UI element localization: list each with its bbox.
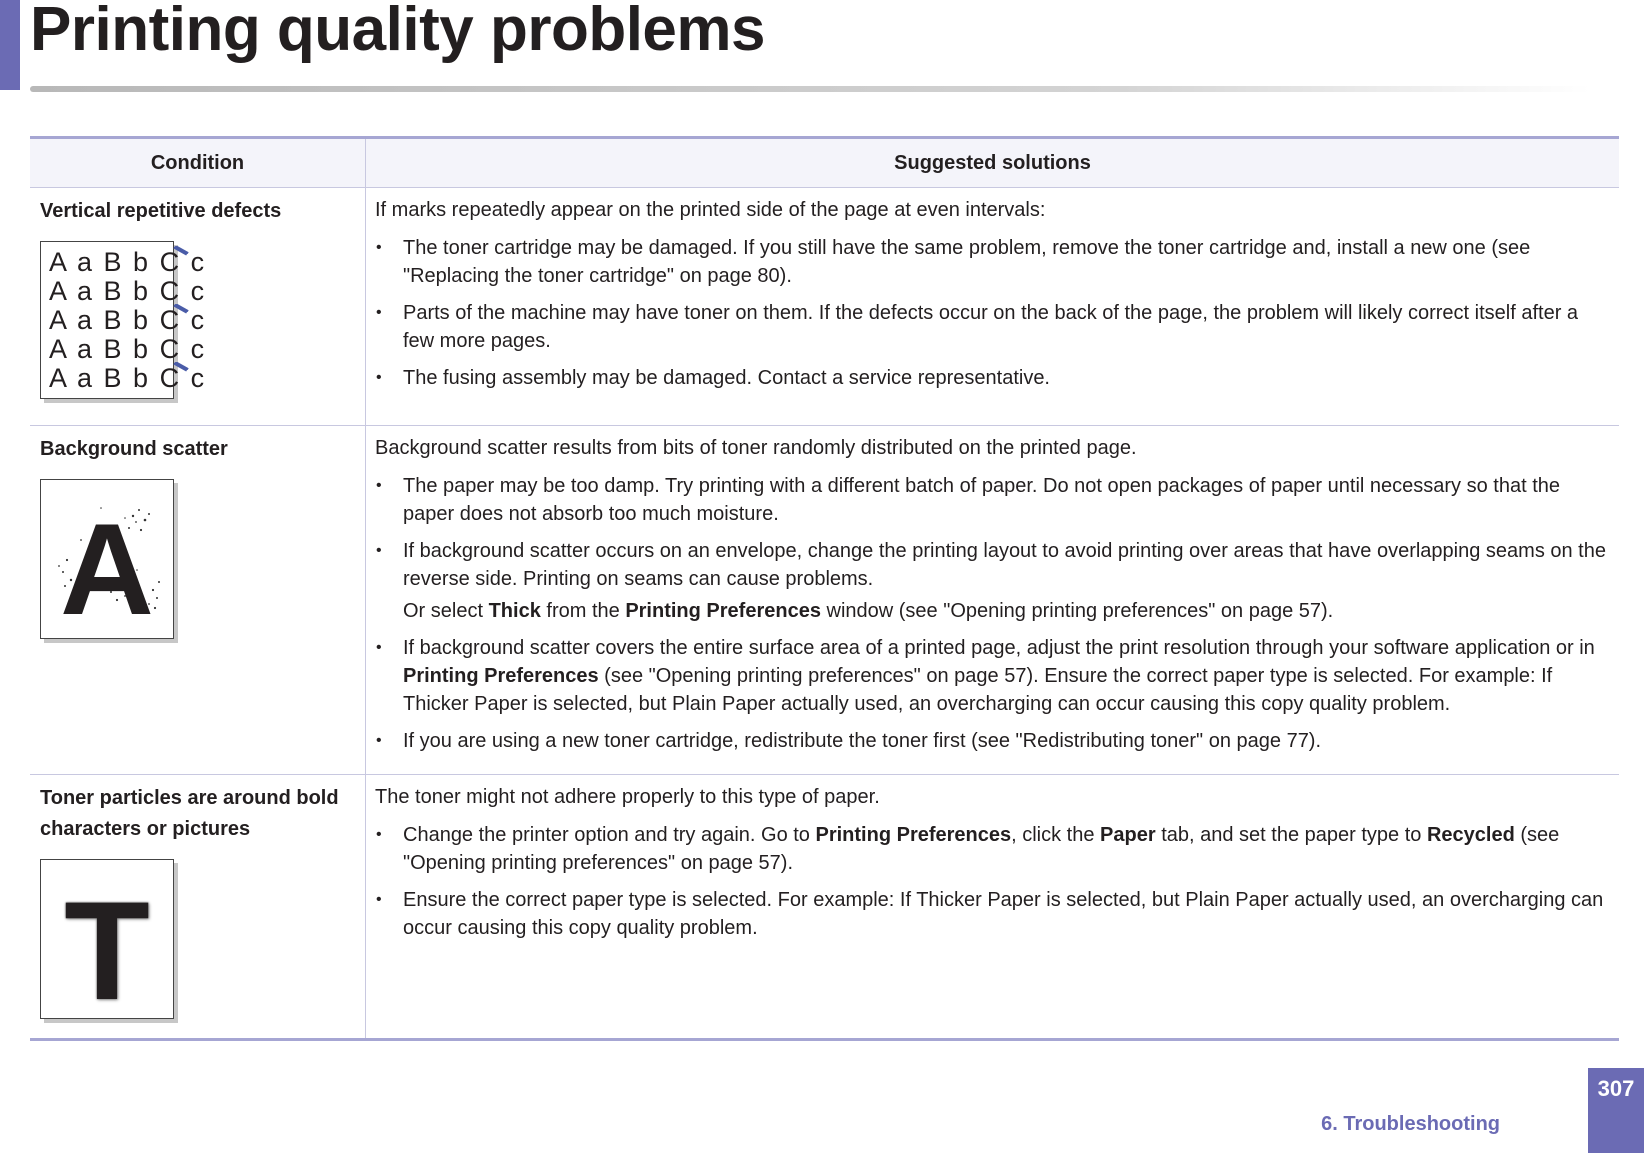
solution-item: • The paper may be too damp. Try printing with a different batch of paper. Do not open packages of paper until necessary so that the paper does not absorb too much moisture. <box>375 472 1607 528</box>
solution-item: • Parts of the machine may have toner on them. If the defects occur on the back of the page, the problem will likely correct itself after a few more pages. <box>375 299 1607 355</box>
solution-cell <box>366 188 1620 426</box>
solution-item: • The fusing assembly may be damaged. Contact a service representative. <box>375 364 1607 392</box>
sample-line: A a B b C c <box>49 363 207 393</box>
title-accent-bar <box>0 0 20 90</box>
table-row <box>30 188 1619 426</box>
condition-cell <box>30 775 366 1040</box>
solution-item-text: If background scatter occurs on an envelope, change the printing layout to avoid printing over areas that have overlapping seams on the reverse side. Printing on seams can cause problems. <box>403 540 1606 590</box>
condition-cell <box>30 188 366 426</box>
solution-list <box>375 821 1607 942</box>
defect-marker-icon <box>169 304 193 314</box>
sample-line: A a B b C c <box>49 334 207 364</box>
text-fragment: from the <box>540 600 626 622</box>
text-fragment: (see "Opening printing preferences" on page 57). Ensure the correct paper type is selected. For example: If Thicker Paper is selected, but Plain Paper actually used, an overcharging can occur causing this copy quality problem. <box>403 665 1553 715</box>
table-row <box>30 775 1619 1040</box>
ui-term: Printing Preferences <box>815 824 1012 846</box>
toner-particles-sample-image <box>40 859 174 1029</box>
solution-item <box>375 537 1607 625</box>
text-fragment: tab, and set the paper type to <box>1155 824 1427 846</box>
ui-term: Printing Preferences <box>625 600 821 622</box>
solution-intro: Background scatter results from bits of toner randomly distributed on the printed page. <box>375 437 1137 459</box>
vertical-defects-sample-image <box>40 241 207 399</box>
text-fragment: window (see "Opening printing preferences" on page 57). <box>820 600 1334 622</box>
text-fragment: Change the printer option and try again. Go to <box>403 824 816 846</box>
ui-term: Printing Preferences <box>403 665 599 687</box>
solution-item <box>375 634 1607 718</box>
defect-marker-icon <box>169 362 193 372</box>
solution-cell <box>366 426 1620 775</box>
solution-intro: If marks repeatedly appear on the printed side of the page at even intervals: <box>375 199 1046 221</box>
condition-title: Toner particles are around bold characters or pictures <box>40 787 339 840</box>
condition-title: Background scatter <box>40 438 228 460</box>
text-fragment: , click the <box>1011 824 1101 846</box>
solution-item-extra <box>403 597 1607 625</box>
page-number: 307 <box>1588 1068 1644 1153</box>
sample-line: A a B b C c <box>49 276 207 306</box>
sample-letter: A <box>60 496 154 642</box>
solution-intro: The toner might not adhere properly to this type of paper. <box>375 786 880 808</box>
defect-marker-icon <box>169 246 193 256</box>
text-fragment: (see "Opening printing preferences" on page 57). <box>403 824 1560 874</box>
solution-item <box>375 821 1607 877</box>
table-header-row <box>30 138 1619 188</box>
ui-term: Thick <box>488 600 541 622</box>
solution-item: • If you are using a new toner cartridge, redistribute the toner first (see "Redistributing toner" on page 77). <box>375 727 1607 755</box>
solution-item: • Ensure the correct paper type is selected. For example: If Thicker Paper is selected, but Plain Paper actually used, an overcharging can occur causing this copy quality problem. <box>375 886 1607 942</box>
title-divider <box>30 86 1590 92</box>
condition-title: Vertical repetitive defects <box>40 200 282 222</box>
background-scatter-sample-image <box>40 479 174 642</box>
footer-section-label: 6. Troubleshooting <box>1321 1113 1500 1135</box>
column-header-solutions: Suggested solutions <box>366 138 1620 188</box>
solution-list <box>375 234 1607 392</box>
text-fragment: If background scatter covers the entire surface area of a printed page, adjust the print resolution through your software application or in <box>403 637 1595 659</box>
solution-list <box>375 472 1607 755</box>
table-row <box>30 426 1619 775</box>
ui-term: Recycled <box>1426 824 1515 846</box>
solution-item: • The toner cartridge may be damaged. If you still have the same problem, remove the toner cartridge and, install a new one (see "Replacing the toner cartridge" on page 80). <box>375 234 1607 290</box>
sample-line: A a B b C c <box>49 305 207 335</box>
sample-letter: T <box>64 872 150 1029</box>
column-header-condition: Condition <box>30 138 366 188</box>
ui-term: Paper <box>1100 824 1156 846</box>
condition-cell <box>30 426 366 775</box>
troubleshooting-table <box>30 136 1619 1041</box>
page-title: Printing quality problems <box>30 0 766 64</box>
sample-line: A a B b C c <box>49 247 207 277</box>
solution-cell <box>366 775 1620 1040</box>
text-fragment: Or select <box>403 600 489 622</box>
